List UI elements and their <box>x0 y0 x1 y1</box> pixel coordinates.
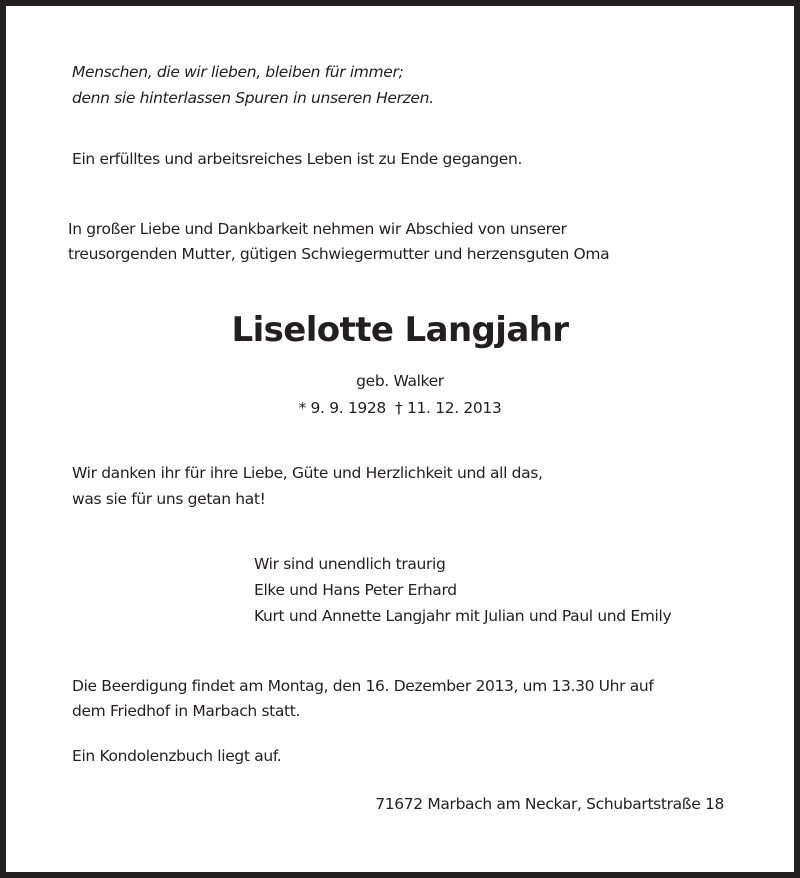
funeral-line-2: dem Friedhof in Marbach statt. <box>72 702 301 720</box>
life-dates: * 9. 9. 1928 † 11. 12. 2013 <box>298 399 502 417</box>
deceased-name: Liselotte Langjahr <box>231 310 569 350</box>
condolence-note: Ein Kondolenzbuch liegt auf. <box>72 747 282 765</box>
farewell-line-2: treusorgenden Mutter, gütigen Schwiegermutter und herzensguten Oma <box>68 245 610 263</box>
maiden-name: geb. Walker <box>356 372 444 390</box>
farewell-line-1: In großer Liebe und Dankbarkeit nehmen wir Abschied von unserer <box>68 220 567 238</box>
mourner-line: Wir sind unendlich traurig <box>254 555 446 573</box>
obituary-notice <box>6 6 794 872</box>
address: 71672 Marbach am Neckar, Schubartstraße 18 <box>375 795 724 813</box>
quote-line-2: denn sie hinterlassen Spuren in unseren Herzen. <box>72 89 434 107</box>
mourner-line: Elke und Hans Peter Erhard <box>254 581 457 599</box>
thanks-line-2: was sie für uns getan hat! <box>72 490 266 508</box>
thanks-line-1: Wir danken ihr für ihre Liebe, Güte und Herzlichkeit und all das, <box>72 464 543 482</box>
funeral-line-1: Die Beerdigung findet am Montag, den 16. Dezember 2013, um 13.30 Uhr auf <box>72 677 654 695</box>
mourner-line: Kurt und Annette Langjahr mit Julian und Paul und Emily <box>254 607 672 625</box>
intro-text: Ein erfülltes und arbeitsreiches Leben ist zu Ende gegangen. <box>72 150 523 168</box>
quote-line-1: Menschen, die wir lieben, bleiben für immer; <box>72 63 404 81</box>
